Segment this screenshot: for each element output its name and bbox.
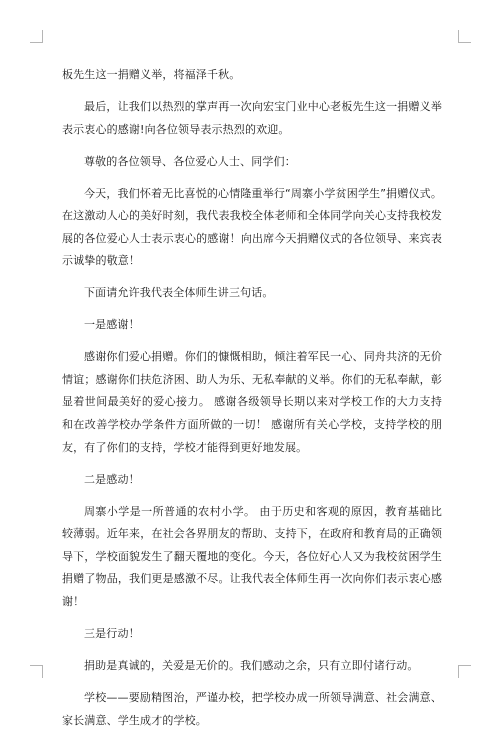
paragraph-point-three: 捐助是真诚的，关爱是无价的。我们感动之余，只有立即付诸行动。	[84, 658, 419, 672]
document-body	[62, 64, 442, 742]
crop-mark-top-left	[30, 30, 43, 43]
crop-mark-top-right	[458, 30, 471, 43]
heading-point-three: 三是行动！	[84, 626, 140, 640]
paragraph-point-one: 感谢你们爱心捐赠。你们的慷慨相助，倾注着军民一心、同舟共济的无价情谊；感谢你们扶危济困、助人为乐、无私奉献的义举。你们的无私奉献，彰显着世间最美好的爱心接力。 感谢各级领导长期以来对学校工作的大力支持和在改善学校办学条件方面所做的一切！ 感谢所有关心学校，支持学校的朋友，有了你们的支持，学校才能得到更好地发展。	[62, 350, 442, 454]
paragraph-point-two: 周寨小学是一所普通的农村小学。 由于历史和客观的原因，教育基础比较薄弱。近年来，在社会各界朋友的帮助、支持下，在政府和教育局的正确领导下，学校面貌发生了翻天覆地的变化。今天，各位好心人又为我校贫困学生捐赠了物品，我们更是感激不尽。让我代表全体师生再一次向你们表示衷心感谢！	[62, 504, 442, 608]
crop-mark-bottom-right	[458, 665, 471, 678]
paragraph-continuation: 板先生这一捐赠义举，将福泽千秋。	[62, 68, 241, 81]
heading-point-one: 一是感谢！	[84, 318, 140, 332]
paragraph-school-action: 学校——要励精图治，严谨办校，把学校办成一所领导满意、社会满意、家长满意、学生成才的学校。	[62, 690, 442, 727]
paragraph-salutation: 尊敬的各位领导、各位爱心人士、同学们：	[84, 154, 296, 168]
paragraph-opening: 今天，我们怀着无比喜悦的心情隆重举行“周寨小学贫困学生”捐赠仪式。在这激动人心的美好时刻，我代表我校全体老师和全体同学向关心支持我校发展的各位爱心人士表示衷心的感谢！向出席今天捐赠仪式的各位领导、来宾表示诚挚的敬意！	[62, 186, 442, 268]
crop-mark-bottom-left	[30, 665, 43, 678]
paragraph-closing-thanks: 最后，让我们以热烈的掌声再一次向宏宝门业中心老板先生这一捐赠义举表示衷心的感谢!向各位领导表示热烈的欢迎。	[62, 99, 442, 136]
heading-point-two: 二是感动！	[84, 472, 140, 486]
paragraph-three-points-intro: 下面请允许我代表全体师生讲三句话。	[84, 286, 274, 300]
